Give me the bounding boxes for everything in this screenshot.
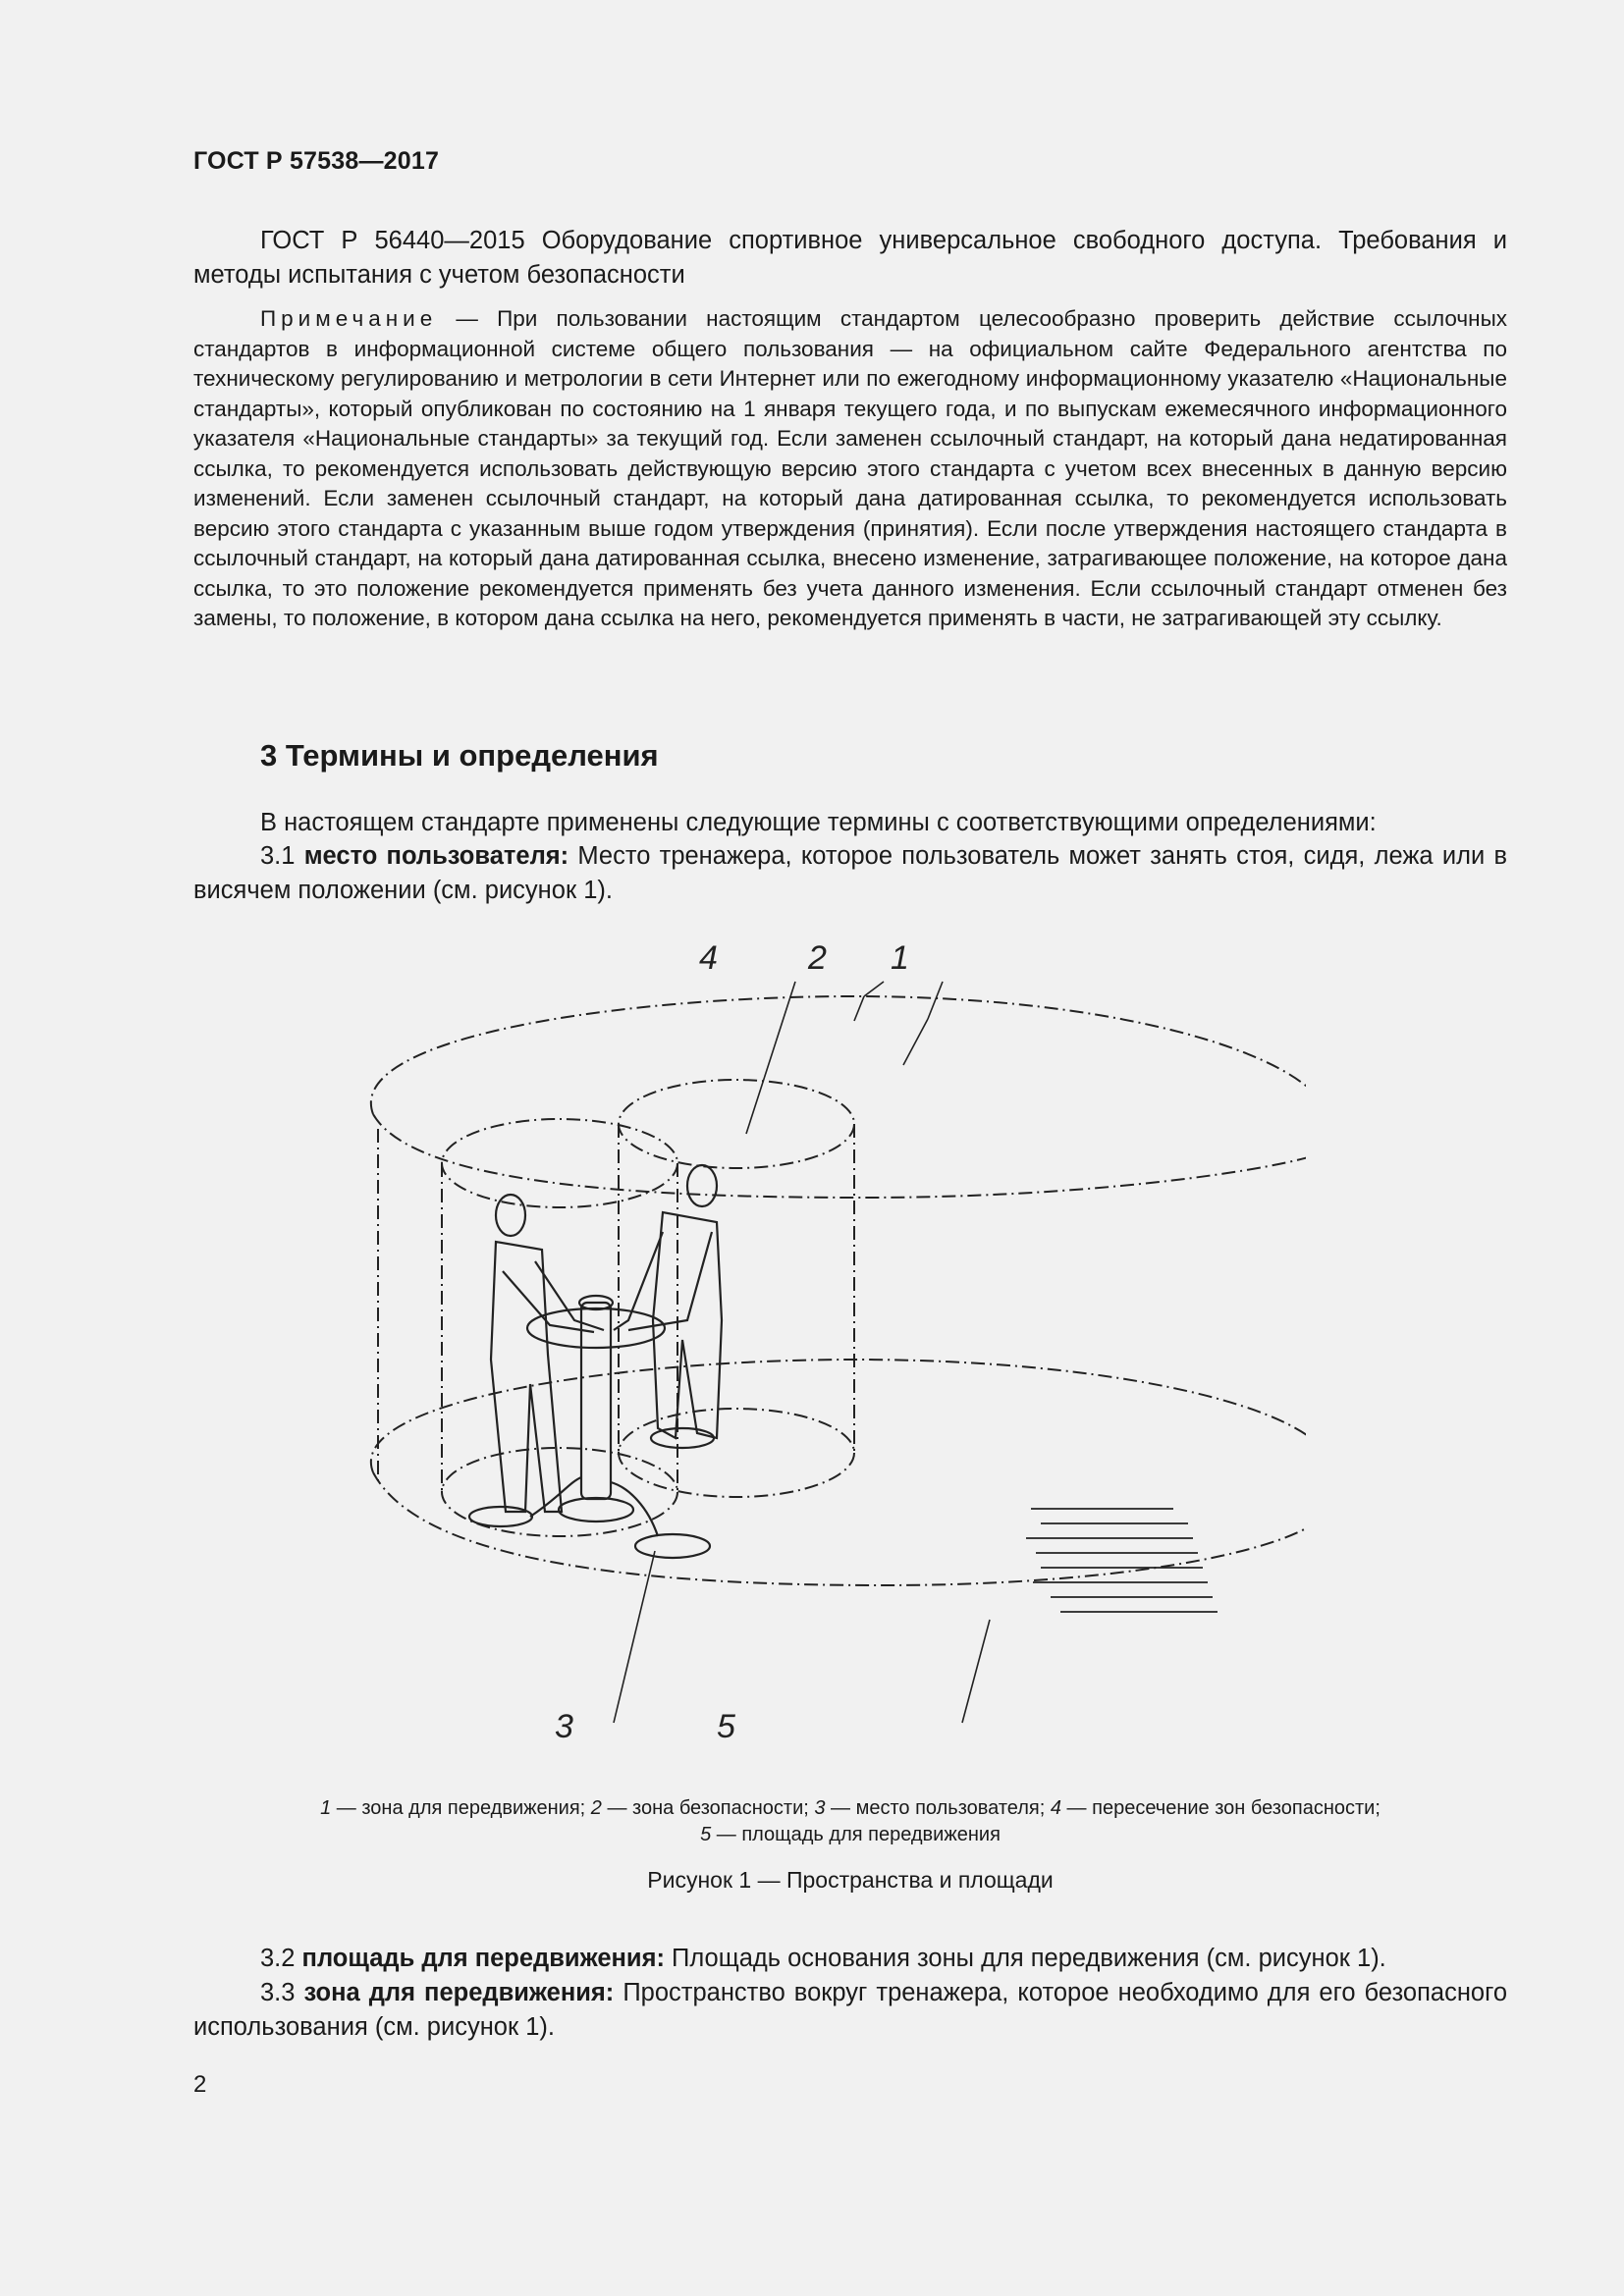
term-definition: Место тренажера, которое пользователь может занять стоя, сидя, лежа или в висячем положении (см. рисунок 1).	[193, 842, 1507, 904]
movement-area-hatching	[1026, 1509, 1218, 1612]
note-label: Примечание	[260, 306, 438, 331]
callout-labels	[555, 939, 909, 1745]
term-3-1	[193, 839, 1507, 908]
page-number: 2	[193, 2071, 207, 2098]
user-figure-left	[491, 1195, 604, 1512]
legend-text-4: — пересечение зон безопасности;	[1061, 1797, 1380, 1819]
legend-text-3: — место пользователя;	[825, 1797, 1051, 1819]
callout-4: 4	[699, 939, 718, 977]
legend-num-1: 1	[320, 1797, 332, 1819]
term-definition: Пространство вокруг тренажера, которое необходимо для его безопасного использования (см. рисунок 1).	[193, 1979, 1508, 2041]
figure-legend	[193, 1795, 1507, 1848]
callout-3: 3	[555, 1708, 573, 1745]
legend-num-5: 5	[700, 1824, 712, 1845]
section-title: 3 Термины и определения	[260, 738, 659, 773]
figure-1-diagram	[334, 937, 1306, 1752]
user-figure-right	[614, 1165, 722, 1438]
legend-text-2: — зона безопасности;	[601, 1797, 815, 1819]
legend-num-3: 3	[814, 1797, 826, 1819]
legend-num-4: 4	[1050, 1797, 1061, 1819]
term-3-2	[193, 1942, 1507, 1976]
reference-entry: ГОСТ Р 56440—2015 Оборудование спортивное универсальное свободного доступа. Требования и методы испытания с учетом безопасности	[193, 227, 1507, 289]
legend-text-5: — площадь для передвижения	[711, 1824, 1001, 1845]
note-paragraph	[193, 304, 1507, 634]
term-number: 3.1	[260, 842, 304, 870]
term-name: место пользователя:	[303, 842, 569, 870]
intro-paragraph: В настоящем стандарте применены следующие термины с соответствующими определениями:	[260, 809, 1377, 836]
safety-zone-outline	[442, 1080, 854, 1536]
legend-text-1: — зона для передвижения;	[331, 1797, 591, 1819]
callout-5: 5	[717, 1708, 735, 1745]
term-name: зона для передвижения:	[303, 1979, 615, 2006]
movement-zone-outline	[371, 996, 1306, 1585]
figure-caption: Рисунок 1 — Пространства и площади	[647, 1867, 1054, 1893]
term-number: 3.2	[260, 1945, 302, 1972]
callout-leaders	[614, 982, 990, 1723]
term-definition: Площадь основания зоны для передвижения (см. рисунок 1).	[664, 1945, 1386, 1972]
note-text: — При пользовании настоящим стандартом целесообразно проверить действие ссылочных стандартов в информационной системе общего пользования — на официальном сайте Федерального агентства по техническому регулированию и метрологии в сети Интернет или по ежегодному информационному указателю «Национальные стандарты», который опубликован по состоянию на 1 января текущего года, и по выпускам ежемесячного информационного указателя «Национальные стандарты» за текущий год. Если заменен ссылочный стандарт, на который дана недатированная ссылка, то рекомендуется использовать действующую версию этого стандарта с учетом всех внесенных в данную версию изменений. Если заменен ссылочный стандарт, на который дана датированная ссылка, то рекомендуется использовать версию этого стандарта с указанным выше годом утверждения (принятия). Если после утверждения настоящего стандарта в ссылочный стандарт, на который дана датированная ссылка, внесено изменение, затрагивающее положение, на которое дана ссылка, то это положение рекомендуется применять без учета данного изменения. Если ссылочный стандарт отменен без замены, то положение, в котором дана ссылка на него, рекомендуется применять в части, не затрагивающей эту ссылку.	[193, 306, 1507, 630]
document-header: ГОСТ Р 57538—2017	[193, 147, 440, 175]
callout-1: 1	[891, 939, 909, 977]
legend-num-2: 2	[590, 1797, 602, 1819]
callout-2: 2	[808, 939, 827, 977]
term-number: 3.3	[260, 1979, 304, 2006]
term-3-3	[193, 1976, 1507, 2045]
term-name: площадь для передвижения:	[301, 1945, 665, 1972]
